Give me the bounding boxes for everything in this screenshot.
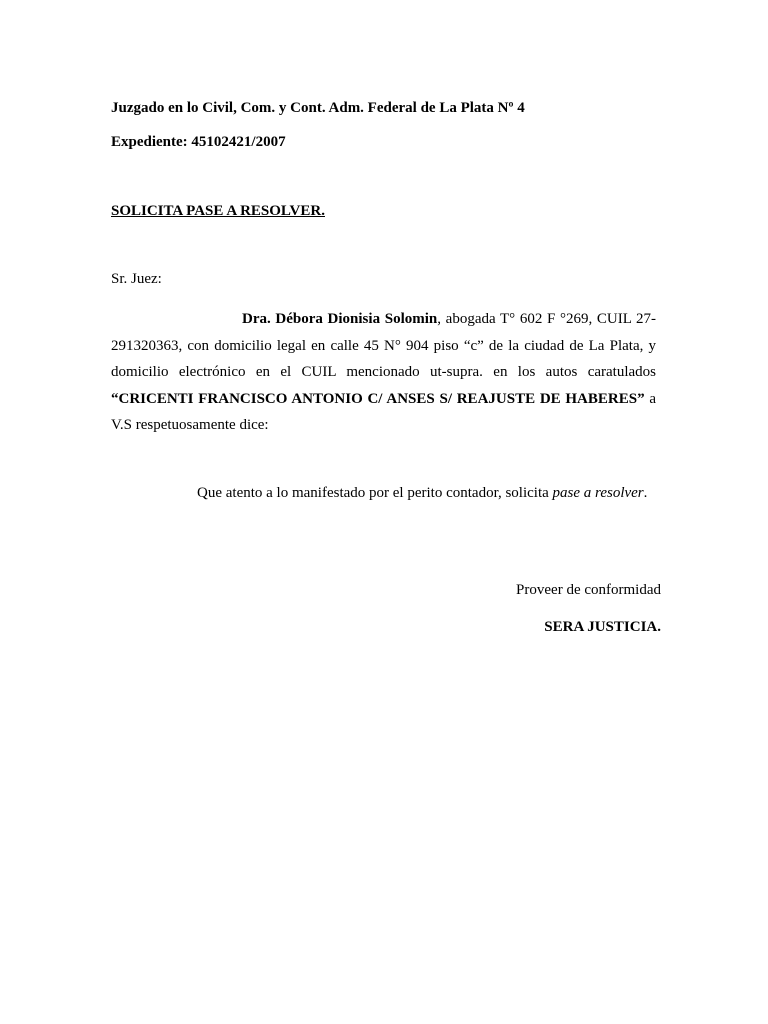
salutation: Sr. Juez: [111, 271, 162, 287]
court-heading: Juzgado en lo Civil, Com. y Cont. Adm. Federal de La Plata Nº 4 [111, 100, 525, 116]
request-paragraph [197, 485, 647, 502]
request-emphasis: pase a resolver [552, 485, 644, 501]
case-file-number: 45102421/2007 [191, 134, 286, 150]
document-subject: SOLICITA PASE A RESOLVER. [111, 203, 325, 219]
request-end: . [643, 485, 648, 501]
body-paragraph [111, 306, 656, 439]
case-title: “CRICENTI FRANCISCO ANTONIO C/ ANSES S/ REAJUSTE DE HABERES” [111, 390, 645, 407]
case-file-line [111, 134, 286, 151]
request-text: Que atento a lo manifestado por el perito contador, solicita [197, 485, 553, 501]
closing-line-2: SERA JUSTICIA. [544, 619, 661, 635]
author-name: Dra. Débora Dionisia Solomin [242, 311, 438, 327]
body-text-2: a V.S respetuosamente dice: [111, 390, 656, 433]
case-file-label: Expediente: [111, 134, 188, 150]
closing-line-1: Proveer de conformidad [516, 582, 661, 598]
body-text-1: , abogada T° 602 F °269, CUIL 27-291320363, con domicilio legal en calle 45 N° 904 piso “c” de la ciudad de La Plata, y domicilio electrónico en el CUIL mencionado ut-supra. en los autos caratulados [111, 311, 657, 380]
